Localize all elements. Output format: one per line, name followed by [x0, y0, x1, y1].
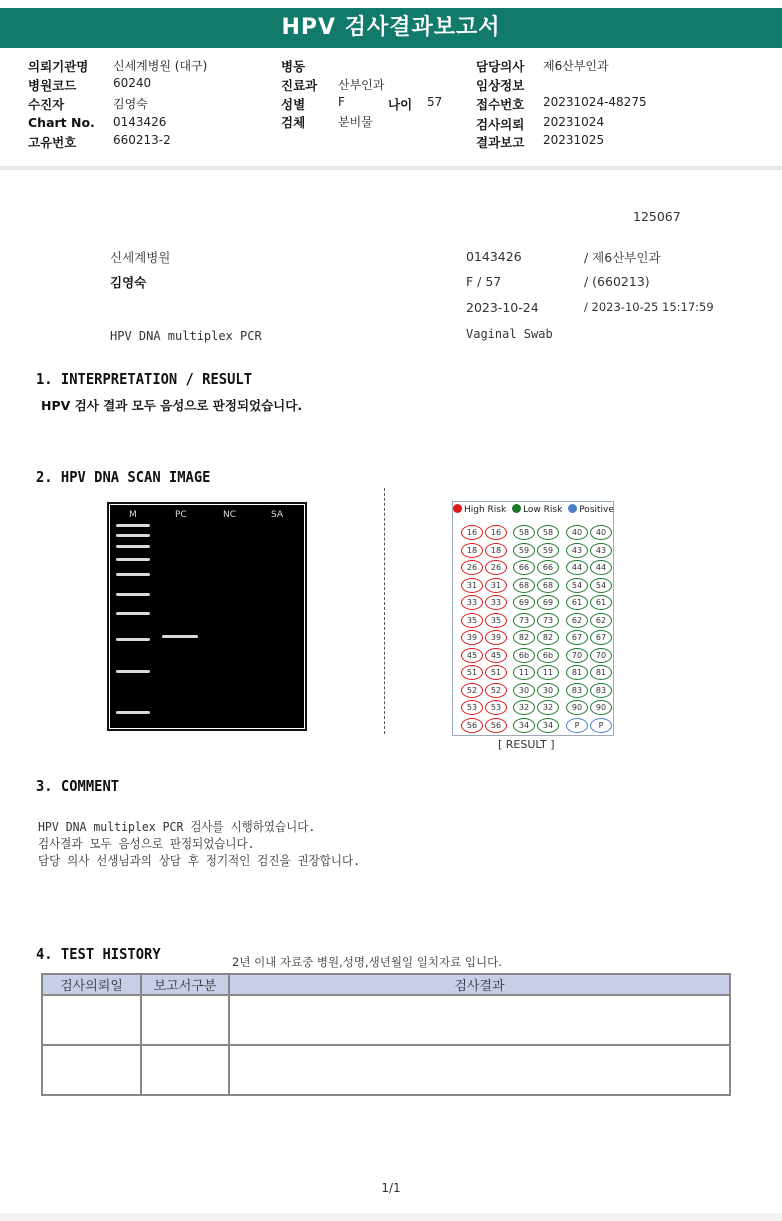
- chip-cell: 54: [590, 578, 612, 593]
- pc-band: [162, 635, 198, 638]
- section-history-title: 4. TEST HISTORY: [36, 945, 161, 963]
- history-col-report-type: 보고서구분: [141, 974, 229, 995]
- comment-line: 검사결과 모두 음성으로 판정되었습니다.: [38, 836, 255, 851]
- ladder-band: [116, 711, 150, 714]
- image-divider: [384, 488, 385, 734]
- comment-text: [38, 818, 360, 869]
- chip-cell: 35: [485, 613, 507, 628]
- label-patient: 수진자: [28, 97, 65, 112]
- label-doctor: 담당의사: [476, 59, 525, 74]
- label-hospital-code: 병원코드: [28, 78, 77, 93]
- chip-cell: 45: [485, 648, 507, 663]
- chip-cell: 59: [537, 543, 559, 558]
- chip-cell: 67: [590, 630, 612, 645]
- table-row: [42, 995, 730, 1045]
- ladder-band: [116, 558, 150, 561]
- label-ward: 병동: [281, 59, 306, 74]
- chip-cell: 39: [485, 630, 507, 645]
- chip-cell: 70: [566, 648, 588, 663]
- label-age: 나이: [388, 97, 413, 112]
- page-number: 1/1: [381, 1181, 401, 1195]
- chip-cell: 18: [461, 543, 483, 558]
- chip-cell: 53: [485, 700, 507, 715]
- chip-cell: 66: [537, 560, 559, 575]
- high-risk-dot-icon: [453, 504, 462, 513]
- report-datetime: / 2023-10-25 15:17:59: [584, 300, 714, 314]
- value-unique-no: 660213-2: [113, 133, 171, 147]
- chip-cell: P: [566, 718, 588, 733]
- label-chart-no: Chart No.: [28, 115, 95, 130]
- section-interpretation-title: 1. INTERPRETATION / RESULT: [36, 370, 253, 388]
- report-birth: / (660213): [584, 274, 650, 289]
- report-patient: 김영숙: [110, 275, 147, 290]
- chip-cell: 11: [537, 665, 559, 680]
- comment-line: HPV DNA multiplex PCR 검사를 시행하였습니다.: [38, 819, 316, 834]
- chip-cell: 61: [566, 595, 588, 610]
- chip-cell: 26: [485, 560, 507, 575]
- chip-cell: 18: [485, 543, 507, 558]
- chip-cell: 33: [461, 595, 483, 610]
- chip-cell: 81: [566, 665, 588, 680]
- result-label: [ RESULT ]: [498, 738, 555, 751]
- history-table: [41, 973, 731, 1096]
- chip-cell: 90: [590, 700, 612, 715]
- legend-high-risk: High Risk: [464, 505, 507, 515]
- report-hospital: 신세계병원: [110, 250, 171, 265]
- label-department: 진료과: [281, 78, 318, 93]
- chip-cell: P: [590, 718, 612, 733]
- chip-cell: 59: [513, 543, 535, 558]
- chip-cell: 69: [537, 595, 559, 610]
- chip-cell: 43: [590, 543, 612, 558]
- table-row: [42, 1045, 730, 1095]
- chip-cell: 6b: [513, 648, 535, 663]
- chip-cell: 73: [537, 613, 559, 628]
- chip-cell: 43: [566, 543, 588, 558]
- history-cell: [141, 995, 229, 1045]
- value-patient: 김영숙: [113, 97, 148, 111]
- history-header-row: [42, 974, 730, 995]
- chip-cell: 31: [485, 578, 507, 593]
- chip-cell: 16: [485, 525, 507, 540]
- chip-cell: 70: [590, 648, 612, 663]
- history-cell: [141, 1045, 229, 1095]
- chip-cell: 73: [513, 613, 535, 628]
- header-divider: [0, 166, 782, 170]
- chip-cell: 82: [537, 630, 559, 645]
- chip-cell: 45: [461, 648, 483, 663]
- chip-cell: 32: [537, 700, 559, 715]
- header-info: [0, 48, 782, 166]
- history-cell: [229, 1045, 730, 1095]
- chip-cell: 62: [566, 613, 588, 628]
- chip-cell: 51: [461, 665, 483, 680]
- chip-cell: 56: [485, 718, 507, 733]
- gel-lane-label: PC: [175, 510, 187, 520]
- ladder-band: [116, 573, 150, 576]
- chip-cell: 26: [461, 560, 483, 575]
- chip-cell: 34: [537, 718, 559, 733]
- report-code: 125067: [633, 209, 681, 224]
- chip-legend: [453, 504, 613, 515]
- chip-cell: 58: [513, 525, 535, 540]
- report-test-name: HPV DNA multiplex PCR: [110, 329, 262, 343]
- chip-cell: 53: [461, 700, 483, 715]
- value-specimen: 분비물: [338, 115, 373, 129]
- value-report-date: 20231025: [543, 133, 605, 147]
- chip-cell: 44: [590, 560, 612, 575]
- value-sex: F: [338, 95, 345, 109]
- gel-lane-label: NC: [223, 510, 237, 520]
- chip-cell: 61: [590, 595, 612, 610]
- ladder-band: [116, 638, 150, 641]
- hpv-chip: [452, 501, 614, 736]
- interpretation-result: HPV 검사 결과 모두 음성으로 판정되었습니다.: [41, 398, 303, 413]
- legend-low-risk: Low Risk: [523, 505, 563, 515]
- chip-cell: 16: [461, 525, 483, 540]
- gel-image: [107, 502, 307, 731]
- chip-cell: 83: [590, 683, 612, 698]
- section-scan-image-title: 2. HPV DNA SCAN IMAGE: [36, 468, 211, 486]
- low-risk-dot-icon: [512, 504, 521, 513]
- chip-cell: 11: [513, 665, 535, 680]
- value-receipt-no: 20231024-48275: [543, 95, 647, 109]
- label-request-date: 검사의뢰: [476, 117, 525, 132]
- chip-cell: 30: [537, 683, 559, 698]
- history-cell: [42, 995, 141, 1045]
- ladder-band: [116, 524, 150, 527]
- chip-cell: 62: [590, 613, 612, 628]
- chip-cell: 31: [461, 578, 483, 593]
- history-col-result: 검사결과: [229, 974, 730, 995]
- value-hospital-code: 60240: [113, 76, 152, 90]
- chip-cell: 90: [566, 700, 588, 715]
- chip-cell: 44: [566, 560, 588, 575]
- ladder-band: [116, 670, 150, 673]
- ladder-band: [116, 612, 150, 615]
- label-unique-no: 고유번호: [28, 135, 77, 150]
- value-request-date: 20231024: [543, 115, 605, 129]
- chip-cell: 52: [461, 683, 483, 698]
- label-requesting-institution: 의뢰기관명: [28, 59, 89, 74]
- chip-cell: 66: [513, 560, 535, 575]
- legend-positive: Positive: [579, 505, 614, 515]
- chip-cell: 40: [566, 525, 588, 540]
- report-title: HPV 검사결과보고서: [0, 8, 782, 48]
- history-col-request-date: 검사의뢰일: [42, 974, 141, 995]
- value-chart-no: 0143426: [113, 115, 167, 129]
- report-sex-age: F / 57: [466, 274, 502, 289]
- label-specimen: 검체: [281, 115, 306, 130]
- chip-cell: 39: [461, 630, 483, 645]
- chip-cell: 33: [485, 595, 507, 610]
- chip-cell: 58: [537, 525, 559, 540]
- value-department: 산부인과: [338, 78, 385, 92]
- section-comment-title: 3. COMMENT: [36, 777, 120, 795]
- chip-cell: 69: [513, 595, 535, 610]
- positive-dot-icon: [568, 504, 577, 513]
- report-request-date: 2023-10-24: [466, 300, 539, 315]
- chip-cell: 68: [513, 578, 535, 593]
- history-cell: [42, 1045, 141, 1095]
- chip-cell: 6b: [537, 648, 559, 663]
- chip-cell: 35: [461, 613, 483, 628]
- label-report-date: 결과보고: [476, 135, 525, 150]
- chip-cell: 40: [590, 525, 612, 540]
- value-doctor: 제6산부인과: [543, 59, 609, 73]
- chip-cell: 30: [513, 683, 535, 698]
- label-receipt-no: 접수번호: [476, 97, 525, 112]
- chip-cell: 51: [485, 665, 507, 680]
- chip-cell: 83: [566, 683, 588, 698]
- chip-cell: 34: [513, 718, 535, 733]
- chip-cell: 67: [566, 630, 588, 645]
- chip-cell: 81: [590, 665, 612, 680]
- report-dept: / 제6산부인과: [584, 250, 661, 265]
- ladder-band: [116, 593, 150, 596]
- gel-lane-label: M: [129, 510, 137, 520]
- comment-line: 담당 의사 선생님과의 상담 후 정기적인 검진을 권장합니다.: [38, 853, 361, 868]
- chip-cell: 32: [513, 700, 535, 715]
- gel-lane-label: SA: [271, 510, 284, 520]
- ladder-band: [116, 545, 150, 548]
- history-note: 2년 이내 자료중 병원,성명,생년월일 일치자료 입니다.: [232, 955, 502, 969]
- label-sex: 성별: [281, 97, 306, 112]
- label-clinical-info: 임상정보: [476, 78, 525, 93]
- value-age: 57: [427, 95, 443, 109]
- value-requesting-institution: 신세계병원 (대구): [113, 59, 208, 73]
- chip-cell: 82: [513, 630, 535, 645]
- report-specimen: Vaginal Swab: [466, 327, 553, 341]
- chip-cell: 68: [537, 578, 559, 593]
- chip-cell: 56: [461, 718, 483, 733]
- history-cell: [229, 995, 730, 1045]
- chip-cell: 52: [485, 683, 507, 698]
- chip-cell: 54: [566, 578, 588, 593]
- report-chart: 0143426: [466, 249, 522, 264]
- ladder-band: [116, 534, 150, 537]
